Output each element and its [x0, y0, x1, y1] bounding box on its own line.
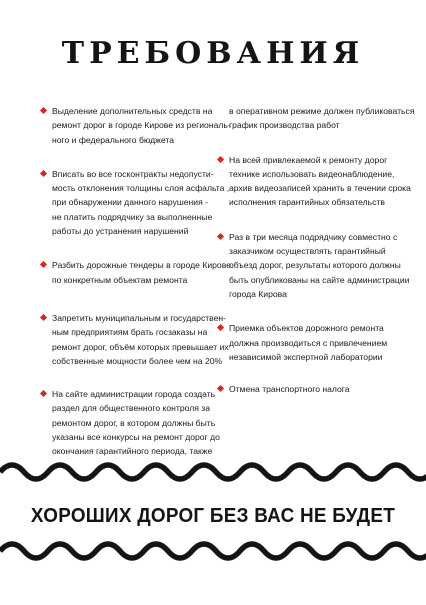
bullet-diamond-icon: [217, 233, 224, 240]
list-item: [40, 104, 231, 147]
list-item: [217, 382, 382, 396]
bullet-diamond-icon: [217, 156, 224, 163]
list-item: [217, 153, 411, 210]
top-wave-line: [0, 465, 426, 479]
bottom-wave-line: [0, 544, 426, 558]
item-line: ремонт дорог, объём которых превышает их: [52, 341, 229, 352]
item-line: по конкретным объектам ремонта: [52, 274, 188, 285]
item-line: исполнения гарантийных обязательств: [229, 197, 385, 208]
item-line: города Кирова: [229, 288, 287, 299]
wavy-lines-decoration: [0, 455, 426, 605]
item-line: На сайте администрации города создать: [52, 389, 216, 400]
item-line: независимой экспертной лаборатории: [229, 351, 383, 362]
item-line: Запретить муниципальным и государствен-: [52, 312, 227, 323]
item-line: быть опубликованы на сайте администрации: [229, 274, 410, 285]
bullet-diamond-icon: [40, 390, 47, 397]
list-item: [217, 321, 388, 364]
item-line: окончания гарантийного периода, также: [52, 446, 213, 457]
left-column: [40, 104, 231, 459]
item-line: график производства работ: [229, 120, 340, 131]
item-line: ремонт дорог в городе Кирове из региональ-: [52, 120, 231, 131]
list-item: [40, 387, 220, 458]
item-line: технике использовать видеонаблюдение,: [229, 168, 395, 179]
list-item: [217, 230, 410, 301]
bullet-diamond-icon: [217, 385, 224, 392]
item-line: На всей привлекаемой к ремонту дорог: [229, 154, 388, 165]
item-line: ного и федерального бюджета: [52, 134, 175, 145]
item-line: мость отклонения толщины слоя асфальта ,: [52, 183, 230, 194]
item-line: в оперативном режиме должен публиковаться: [229, 106, 415, 116]
item-line: Разбить дорожные тендеры в городе Кирове: [52, 260, 231, 271]
item-line: Выделение дополнительных средств на: [52, 106, 213, 116]
item-line: должна производиться с привлечением: [229, 337, 388, 348]
item-line: ремонтом дорог, в котором должны быть: [52, 417, 216, 428]
item-line: не платить подрядчику за выполненные: [52, 211, 213, 222]
item-line: работы до устранения нарушений: [52, 226, 189, 237]
item-line: собственные мощности более чем на 20%: [52, 355, 223, 366]
item-line: объезд дорог, результаты которого должны: [229, 260, 401, 271]
bullet-diamond-icon: [40, 261, 47, 268]
list-item: [40, 167, 230, 238]
slogan: ХОРОШИХ ДОРОГ БЕЗ ВАС НЕ БУДЕТ: [30, 504, 396, 527]
item-line: Вписать во все госконтракты недопусти-: [52, 168, 214, 179]
item-line: архив видеозаписей хранить в течении срока: [229, 183, 411, 194]
item-line: раздел для общественного контроля за: [52, 403, 210, 414]
item-line: при обнаружении данного нарушения -: [52, 197, 208, 208]
item-line: Приемка объектов дорожного ремонта: [229, 323, 384, 334]
continuation-text: [217, 104, 415, 133]
item-line: заказчиком осуществлять гарантийный: [229, 246, 386, 257]
list-item: [40, 311, 229, 368]
item-line: указаны все конкурсы на ремонт дорог до: [52, 432, 220, 443]
item-line: ным предприятиям брать госзаказы на: [52, 327, 208, 338]
item-line: Раз в три месяца подрядчику совместно с: [229, 231, 398, 242]
item-line: Отмена транспортного налога: [229, 384, 350, 395]
poster-title: ТРЕБОВАНИЯ: [61, 36, 365, 71]
list-item: [40, 258, 231, 287]
bullet-diamond-icon: [40, 170, 47, 177]
bullet-diamond-icon: [40, 314, 47, 321]
right-column: [217, 104, 415, 396]
bullet-diamond-icon: [217, 324, 224, 331]
bullet-diamond-icon: [40, 107, 47, 114]
